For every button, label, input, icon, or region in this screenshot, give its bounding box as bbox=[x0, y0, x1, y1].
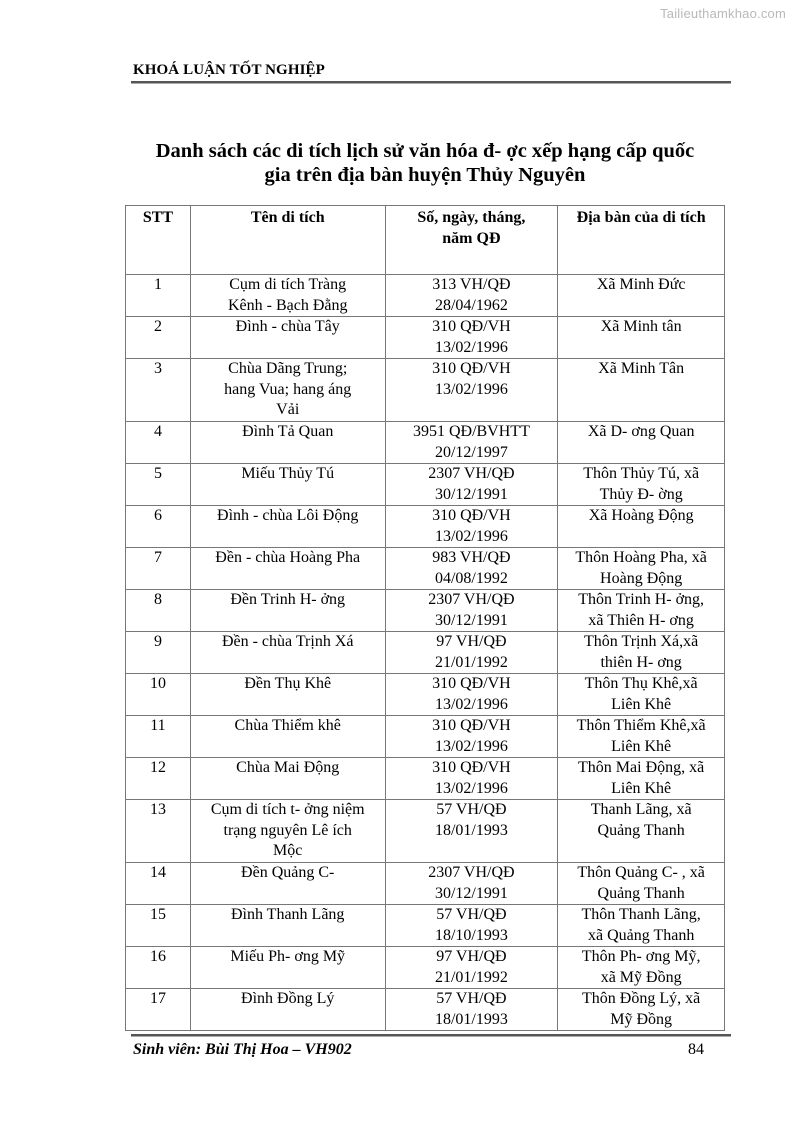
cell-location-line: Liên Khê bbox=[611, 695, 672, 713]
cell-name-line: Đền Trinh H- ởng bbox=[230, 591, 346, 608]
cell-name-line: Cụm di tích t- ởng niệm bbox=[210, 801, 365, 818]
running-header: KHOÁ LUẬN TỐT NGHIỆP bbox=[133, 62, 325, 78]
cell-decision-line: 97 VH/QĐ bbox=[436, 948, 507, 965]
cell-decision bbox=[385, 590, 558, 632]
cell-name-line: Mộc bbox=[273, 842, 303, 859]
table-header-row bbox=[126, 206, 725, 275]
cell-name-line: Chùa Thiểm khê bbox=[234, 717, 341, 734]
cell-stt bbox=[126, 800, 191, 863]
cell-name bbox=[190, 275, 385, 317]
cell-name bbox=[190, 905, 385, 947]
cell-location-line: Quảng Thanh bbox=[597, 821, 685, 839]
cell-location bbox=[558, 863, 725, 905]
cell-decision-line: 21/01/1992 bbox=[434, 968, 508, 986]
cell-decision-line: 310 QĐ/VH bbox=[432, 759, 511, 776]
cell-location-line: Xã Minh tân bbox=[600, 318, 682, 335]
cell-stt bbox=[126, 590, 191, 632]
footer-rule bbox=[131, 1034, 731, 1037]
cell-decision-line: 13/02/1996 bbox=[434, 338, 508, 356]
cell-location bbox=[558, 548, 725, 590]
cell-location-line: Thôn Trinh H- ởng, bbox=[578, 591, 705, 608]
cell-stt-line: 10 bbox=[149, 675, 166, 692]
cell-stt bbox=[126, 632, 191, 674]
cell-stt-line: 11 bbox=[150, 717, 166, 734]
cell-decision bbox=[385, 716, 558, 758]
cell-name-line: Kênh - Bạch Đằng bbox=[227, 296, 348, 314]
cell-decision-line: 97 VH/QĐ bbox=[436, 633, 507, 650]
cell-location-line: Mỹ Đồng bbox=[610, 1010, 673, 1028]
cell-name bbox=[190, 989, 385, 1031]
cell-name-line: Đình - chùa Lôi Động bbox=[217, 507, 359, 524]
cell-location bbox=[558, 716, 725, 758]
cell-decision-line: 30/12/1991 bbox=[434, 485, 508, 503]
cell-decision-line: 57 VH/QĐ bbox=[436, 906, 507, 923]
cell-stt bbox=[126, 359, 191, 422]
cell-location-line: Xã Minh Đức bbox=[596, 276, 686, 293]
cell-location-line: Hoàng Động bbox=[600, 569, 683, 587]
cell-stt bbox=[126, 548, 191, 590]
watermark: Tailieuthamkhao.com bbox=[660, 6, 786, 21]
cell-decision bbox=[385, 863, 558, 905]
cell-decision bbox=[385, 275, 558, 317]
cell-stt-line: 5 bbox=[153, 465, 162, 482]
cell-location-line: xã Thiên H- ơng bbox=[588, 611, 694, 629]
cell-location-line: Thôn Hoàng Pha, xã bbox=[575, 549, 707, 566]
cell-decision-line: 04/08/1992 bbox=[434, 569, 508, 587]
cell-name bbox=[190, 632, 385, 674]
cell-decision bbox=[385, 548, 558, 590]
cell-location-line: Xã Hoàng Động bbox=[588, 507, 694, 524]
cell-location-line: Thôn Quảng C- , xã bbox=[577, 864, 705, 881]
cell-name bbox=[190, 800, 385, 863]
cell-name bbox=[190, 716, 385, 758]
cell-location bbox=[558, 947, 725, 989]
cell-stt-line: 16 bbox=[149, 948, 166, 965]
cell-decision bbox=[385, 359, 558, 422]
cell-decision-line: 21/01/1992 bbox=[434, 653, 508, 671]
cell-decision bbox=[385, 905, 558, 947]
cell-stt-line: 17 bbox=[149, 990, 166, 1007]
header-name: Tên di tích bbox=[190, 206, 385, 275]
cell-decision bbox=[385, 947, 558, 989]
cell-name bbox=[190, 590, 385, 632]
cell-decision bbox=[385, 317, 558, 359]
cell-location-line: Thôn Thủy Tú, xã bbox=[583, 465, 700, 482]
relics-table bbox=[125, 205, 725, 1031]
cell-location-line: Xã D- ơng Quan bbox=[587, 423, 695, 440]
table-row bbox=[126, 506, 725, 548]
cell-name-line: Miếu Ph- ơng Mỹ bbox=[230, 948, 346, 965]
table-row bbox=[126, 863, 725, 905]
cell-stt-line: 12 bbox=[149, 759, 166, 776]
cell-decision-line: 28/04/1962 bbox=[434, 296, 508, 314]
cell-decision-line: 13/02/1996 bbox=[434, 380, 508, 398]
cell-name-line: hang Vua; hang áng bbox=[224, 380, 352, 398]
cell-decision-line: 310 QĐ/VH bbox=[432, 360, 511, 377]
table-row bbox=[126, 275, 725, 317]
cell-location bbox=[558, 758, 725, 800]
cell-stt-line: 4 bbox=[153, 423, 162, 440]
cell-stt-line: 13 bbox=[149, 801, 166, 818]
cell-name-line: Chùa Mai Động bbox=[236, 759, 340, 776]
cell-name-line: trạng nguyên Lê ích bbox=[223, 821, 352, 839]
cell-name bbox=[190, 422, 385, 464]
cell-location bbox=[558, 317, 725, 359]
cell-decision bbox=[385, 758, 558, 800]
table-row bbox=[126, 758, 725, 800]
cell-decision-line: 310 QĐ/VH bbox=[432, 318, 511, 335]
cell-stt-line: 2 bbox=[153, 318, 162, 335]
cell-name-line: Đình Đồng Lý bbox=[241, 990, 335, 1007]
cell-decision-line: 310 QĐ/VH bbox=[432, 507, 511, 524]
cell-location-line: xã Quảng Thanh bbox=[587, 926, 695, 944]
cell-stt-line: 9 bbox=[153, 633, 162, 650]
cell-name bbox=[190, 674, 385, 716]
cell-decision-line: 2307 VH/QĐ bbox=[428, 591, 515, 608]
cell-location-line: Xã Minh Tân bbox=[598, 360, 685, 377]
cell-stt-line: 14 bbox=[149, 864, 166, 881]
cell-decision-line: 2307 VH/QĐ bbox=[428, 465, 515, 482]
cell-decision bbox=[385, 506, 558, 548]
cell-decision-line: 30/12/1991 bbox=[434, 884, 508, 902]
cell-location bbox=[558, 590, 725, 632]
cell-decision bbox=[385, 989, 558, 1031]
cell-location bbox=[558, 674, 725, 716]
table-row bbox=[126, 674, 725, 716]
cell-decision bbox=[385, 422, 558, 464]
cell-location-line: Thôn Thụ Khê,xã bbox=[584, 675, 698, 692]
cell-name bbox=[190, 758, 385, 800]
table-row bbox=[126, 947, 725, 989]
cell-name bbox=[190, 548, 385, 590]
cell-decision-line: 18/01/1993 bbox=[434, 821, 508, 839]
page-title bbox=[125, 139, 725, 187]
cell-stt bbox=[126, 464, 191, 506]
cell-name bbox=[190, 464, 385, 506]
cell-decision-line: 57 VH/QĐ bbox=[436, 801, 507, 818]
cell-location-line: Thôn Thiểm Khê,xã bbox=[576, 717, 706, 734]
table-row bbox=[126, 989, 725, 1031]
cell-stt bbox=[126, 674, 191, 716]
header-stt: STT bbox=[126, 206, 191, 275]
header-decision bbox=[385, 206, 558, 275]
cell-location-line: xã Mỹ Đồng bbox=[600, 968, 682, 986]
cell-decision bbox=[385, 674, 558, 716]
cell-stt bbox=[126, 905, 191, 947]
cell-location-line: Thôn Ph- ơng Mỹ, bbox=[581, 948, 701, 965]
table-row bbox=[126, 422, 725, 464]
cell-name-line: Vải bbox=[276, 401, 300, 418]
cell-name-line: Chùa Dãng Trung; bbox=[228, 360, 348, 377]
cell-location-line: Quảng Thanh bbox=[597, 884, 685, 902]
page-number: 84 bbox=[688, 1041, 704, 1058]
table-row bbox=[126, 359, 725, 422]
cell-decision-line: 57 VH/QĐ bbox=[436, 990, 507, 1007]
cell-decision bbox=[385, 632, 558, 674]
cell-name-line: Miếu Thủy Tú bbox=[241, 465, 335, 482]
table-row bbox=[126, 905, 725, 947]
cell-location bbox=[558, 422, 725, 464]
cell-location-line: Thôn Thanh Lãng, bbox=[581, 906, 701, 923]
cell-location-line: Thôn Mai Động, xã bbox=[578, 759, 705, 776]
cell-decision-line: 983 VH/QĐ bbox=[432, 549, 511, 566]
table-row bbox=[126, 548, 725, 590]
cell-stt bbox=[126, 947, 191, 989]
cell-decision-line: 3951 QĐ/BVHTT bbox=[412, 423, 530, 440]
table-row bbox=[126, 317, 725, 359]
cell-location-line: Liên Khê bbox=[611, 779, 672, 797]
cell-decision-line: 18/01/1993 bbox=[434, 1010, 508, 1028]
header-decision-line-2: năm QĐ bbox=[442, 229, 501, 247]
cell-name-line: Đình Tả Quan bbox=[242, 423, 334, 440]
cell-decision-line: 30/12/1991 bbox=[434, 611, 508, 629]
table-row bbox=[126, 716, 725, 758]
cell-stt bbox=[126, 989, 191, 1031]
cell-decision-line: 18/10/1993 bbox=[434, 926, 508, 944]
cell-stt-line: 15 bbox=[149, 906, 166, 923]
table-row bbox=[126, 590, 725, 632]
cell-stt bbox=[126, 275, 191, 317]
cell-decision-line: 13/02/1996 bbox=[434, 779, 508, 797]
cell-location-line: Thanh Lãng, xã bbox=[590, 801, 692, 818]
cell-stt bbox=[126, 317, 191, 359]
cell-stt bbox=[126, 422, 191, 464]
cell-decision-line: 310 QĐ/VH bbox=[432, 675, 511, 692]
cell-stt bbox=[126, 758, 191, 800]
cell-location bbox=[558, 275, 725, 317]
header-rule bbox=[131, 81, 731, 84]
cell-decision-line: 20/12/1997 bbox=[434, 443, 508, 461]
table-row bbox=[126, 800, 725, 863]
cell-location bbox=[558, 989, 725, 1031]
cell-stt-line: 1 bbox=[153, 276, 162, 293]
cell-stt bbox=[126, 863, 191, 905]
cell-location bbox=[558, 506, 725, 548]
cell-stt-line: 6 bbox=[153, 507, 162, 524]
cell-location-line: Liên Khê bbox=[611, 737, 672, 755]
footer-author: Sinh viên: Bùi Thị Hoa – VH902 bbox=[133, 1041, 352, 1058]
cell-stt-line: 8 bbox=[153, 591, 162, 608]
cell-name-line: Đền Quảng C- bbox=[241, 864, 335, 881]
cell-name-line: Đình - chùa Tây bbox=[235, 318, 340, 335]
cell-name bbox=[190, 317, 385, 359]
title-line-1: Danh sách các di tích lịch sử văn hóa đ- ợc xếp hạng cấp quốc bbox=[155, 140, 695, 162]
cell-location-line: thiên H- ơng bbox=[600, 653, 682, 671]
cell-location-line: Thôn Trịnh Xá,xã bbox=[584, 633, 699, 650]
cell-name-line: Đền - chùa Trịnh Xá bbox=[221, 633, 354, 650]
title-line-2: gia trên địa bàn huyện Thủy Nguyên bbox=[264, 164, 586, 186]
table-row bbox=[126, 464, 725, 506]
cell-name bbox=[190, 506, 385, 548]
cell-location-line: Thủy Đ- ờng bbox=[599, 485, 683, 503]
cell-decision-line: 13/02/1996 bbox=[434, 737, 508, 755]
cell-location bbox=[558, 632, 725, 674]
cell-name bbox=[190, 947, 385, 989]
cell-decision-line: 13/02/1996 bbox=[434, 695, 508, 713]
cell-location bbox=[558, 800, 725, 863]
cell-location bbox=[558, 464, 725, 506]
cell-name-line: Cụm di tích Tràng bbox=[229, 276, 347, 293]
cell-decision bbox=[385, 800, 558, 863]
cell-decision bbox=[385, 464, 558, 506]
cell-name-line: Đền Thụ Khê bbox=[244, 675, 332, 692]
cell-decision-line: 2307 VH/QĐ bbox=[428, 864, 515, 881]
cell-name bbox=[190, 863, 385, 905]
cell-decision-line: 313 VH/QĐ bbox=[432, 276, 511, 293]
header-decision-line-1: Số, ngày, tháng, bbox=[417, 209, 526, 226]
cell-stt bbox=[126, 716, 191, 758]
cell-decision-line: 13/02/1996 bbox=[434, 527, 508, 545]
cell-stt-line: 3 bbox=[153, 360, 162, 377]
cell-decision-line: 310 QĐ/VH bbox=[432, 717, 511, 734]
table-row bbox=[126, 632, 725, 674]
cell-name bbox=[190, 359, 385, 422]
cell-name-line: Đình Thanh Lãng bbox=[230, 906, 345, 923]
cell-name-line: Đền - chùa Hoàng Pha bbox=[215, 549, 361, 566]
cell-stt bbox=[126, 506, 191, 548]
header-location: Địa bàn của di tích bbox=[558, 206, 725, 275]
cell-location bbox=[558, 359, 725, 422]
cell-location-line: Thôn Đồng Lý, xã bbox=[582, 990, 701, 1007]
cell-location bbox=[558, 905, 725, 947]
cell-stt-line: 7 bbox=[153, 549, 162, 566]
